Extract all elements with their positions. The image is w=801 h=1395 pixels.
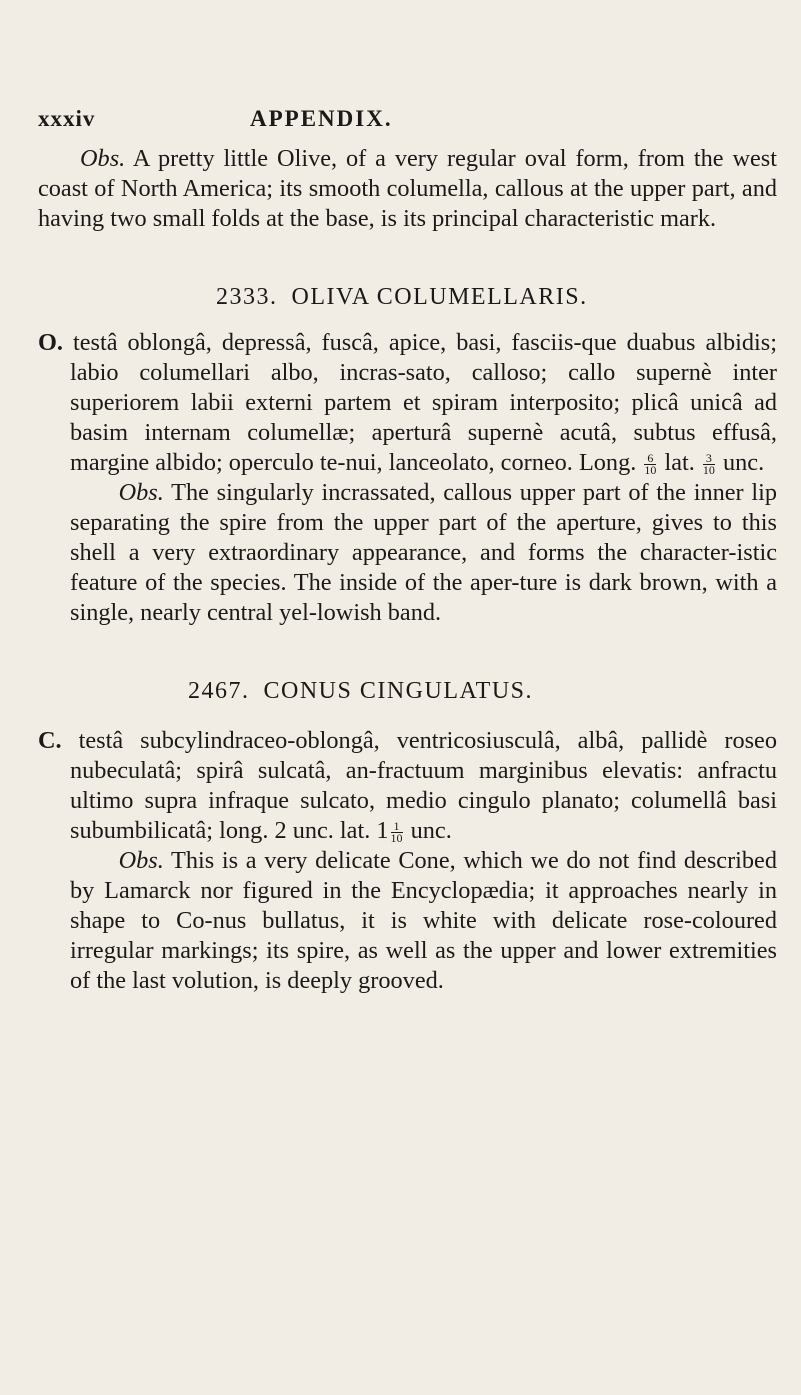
section-title: APPENDIX. <box>250 106 393 131</box>
species-number: 2333. <box>216 284 278 310</box>
observation-paragraph <box>38 144 777 234</box>
obs-label: Obs. <box>118 847 164 874</box>
lat-fraction: $\frac{3}{10}$ <box>702 450 715 477</box>
page-number: xxxiv <box>38 106 96 131</box>
description-text: testâ oblongâ, depressâ, fuscâ, apice, basi, fasciis-que duabus albidis; labio columellari albo, incras-sato, calloso; callo supernè inter superiorem labii externi partem et spiram interposito; plicâ unicâ ad basim internam columellæ; aperturâ supernè acutâ, subtus effusâ, margine albido; operculo te-nui, lanceolato, corneo. <box>62 329 777 476</box>
obs-text: This is a very delicate Cone, which we do not find described by Lamarck nor figured in the Encyclopædia; it approaches nearly in shape to Co-nus bullatus, it is white with delicate rose-coloured irregular markings; its spire, as well as the upper and lower extremities of the last volution, is deeply grooved. <box>70 847 777 994</box>
species-description <box>38 328 777 628</box>
species-name: OLIVA COLUMELLARIS. <box>291 284 588 310</box>
long-label: Long. <box>578 449 637 476</box>
obs-label: Obs. <box>80 145 126 172</box>
obs-label: Obs. <box>118 479 164 506</box>
obs-text: The singularly incrassated, callous upper part of the inner lip separating the spire from the upper part of the aperture, gives to this shell a very extraordinary appearance, and forms the character-istic feature of the species. The inside of the aper-ture is dark brown, with a single, nearly central yel-lowish band. <box>70 479 777 626</box>
species-heading <box>38 676 777 706</box>
description-text: testâ subcylindraceo-oblongâ, ventricosiusculâ, albâ, pallidè roseo nubeculatâ; spirâ sulcatâ, an-fractuum marginibus elevatis: anfractu ultimo supra infraque sulcato, medio cingulo planato; columellâ basi subumbilicatâ; long. 2 unc. lat. <box>61 727 777 844</box>
unit: unc. <box>722 449 765 476</box>
genus-initial: O. <box>38 329 63 356</box>
obs-block <box>70 847 777 994</box>
lat-label: lat. <box>664 449 695 476</box>
lat-whole: 1 <box>376 817 389 844</box>
species-name: CONUS CINGULATUS. <box>263 678 534 704</box>
unit: unc. <box>410 817 452 844</box>
species-heading <box>38 282 777 312</box>
species-number: 2467. <box>188 678 250 704</box>
running-head <box>38 106 777 136</box>
obs-block <box>70 479 777 626</box>
long-fraction: $\frac{6}{10}$ <box>644 450 657 477</box>
obs-text: A pretty little Olive, of a very regular oval form, from the west coast of North America; its smooth columella, callous at the upper part, and having two small folds at the base, is its principal characteristic mark. <box>38 145 777 232</box>
species-description <box>38 726 777 996</box>
genus-initial: C. <box>38 727 62 754</box>
lat-fraction: $\frac{1}{10}$ <box>390 818 403 845</box>
